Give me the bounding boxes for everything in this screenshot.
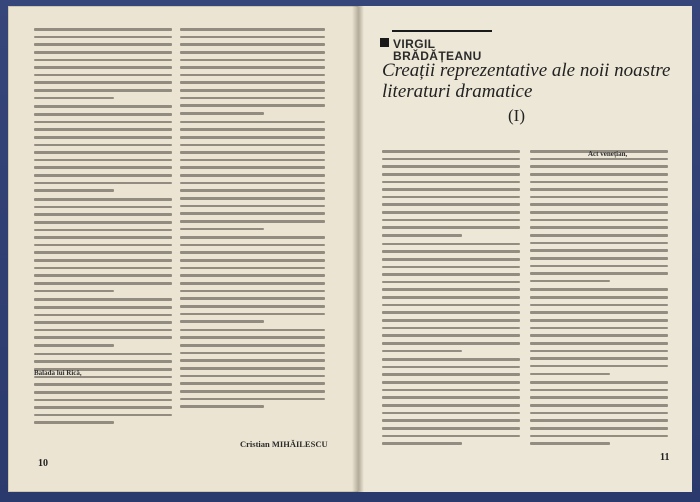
text-line: [34, 59, 172, 62]
text-line: [180, 104, 325, 107]
page-gutter: [352, 6, 364, 492]
text-line: [34, 267, 172, 270]
text-line: [34, 51, 172, 54]
text-line: [530, 319, 668, 322]
text-line: [180, 220, 325, 223]
text-line: [530, 442, 610, 445]
text-line: [180, 405, 264, 408]
text-line: [382, 381, 520, 384]
text-line: [180, 274, 325, 277]
text-line: [530, 234, 668, 237]
text-line: [180, 336, 325, 339]
text-line: [382, 358, 520, 361]
text-line: [180, 121, 325, 124]
text-line: [180, 367, 325, 370]
text-line: [530, 357, 668, 360]
text-line: [180, 43, 325, 46]
text-line: [34, 290, 114, 293]
text-line: [530, 350, 668, 353]
text-line: [382, 219, 520, 222]
text-line: [382, 304, 520, 307]
text-line: [180, 228, 264, 231]
text-line: [530, 188, 668, 191]
text-line: [180, 128, 325, 131]
text-line: [530, 280, 610, 283]
text-line: [34, 182, 172, 185]
text-line: [530, 389, 668, 392]
text-line: [530, 288, 668, 291]
text-line: [180, 382, 325, 385]
text-line: [530, 249, 668, 252]
text-line: [34, 159, 172, 162]
text-line: [382, 266, 520, 269]
text-line: [180, 36, 325, 39]
text-line: [530, 404, 668, 407]
text-line: [180, 259, 325, 262]
text-line: [180, 244, 325, 247]
text-line: [180, 359, 325, 362]
text-line: [180, 66, 325, 69]
author-signature: Cristian MIHĂILESCU: [240, 439, 328, 449]
text-line: [34, 151, 172, 154]
text-line: [530, 158, 668, 161]
text-line: [382, 211, 520, 214]
text-line: [180, 212, 325, 215]
text-line: [382, 226, 520, 229]
text-line: [382, 150, 520, 153]
text-line: [34, 298, 172, 301]
text-line: [530, 257, 668, 260]
text-line: [530, 211, 668, 214]
text-line: [34, 344, 114, 347]
text-line: [34, 274, 172, 277]
text-line: [382, 319, 520, 322]
text-line: [34, 166, 172, 169]
text-line: [382, 188, 520, 191]
text-line: [382, 173, 520, 176]
text-line: [382, 427, 520, 430]
text-line: [382, 234, 462, 237]
text-line: [382, 327, 520, 330]
text-line: [382, 165, 520, 168]
text-line: [180, 305, 325, 308]
text-line: [34, 306, 172, 309]
text-line: [382, 203, 520, 206]
text-line: [34, 89, 172, 92]
text-line: [180, 329, 325, 332]
text-line: [34, 113, 172, 116]
text-line: [180, 398, 325, 401]
text-line: [180, 166, 325, 169]
text-line: [34, 97, 114, 100]
text-line: [34, 329, 172, 332]
text-line: [180, 182, 325, 185]
text-line: [180, 136, 325, 139]
text-line: [382, 350, 462, 353]
text-line: [34, 399, 172, 402]
text-line: [180, 89, 325, 92]
text-line: [530, 296, 668, 299]
text-line: [382, 181, 520, 184]
text-line: [180, 174, 325, 177]
text-line: [180, 320, 264, 323]
text-line: [180, 197, 325, 200]
text-line: [530, 327, 668, 330]
text-line: [382, 442, 462, 445]
text-line: [530, 419, 668, 422]
inline-heading-balada: Balada lui Rică,: [34, 369, 82, 377]
text-line: [34, 74, 172, 77]
text-line: [382, 288, 520, 291]
text-line: [180, 81, 325, 84]
text-line: [34, 221, 172, 224]
text-line: [382, 243, 520, 246]
text-line: [34, 259, 172, 262]
text-line: [180, 159, 325, 162]
left-page-column-2: [180, 28, 325, 413]
text-line: [382, 342, 520, 345]
text-line: [530, 342, 668, 345]
text-line: [382, 419, 520, 422]
text-line: [34, 360, 172, 363]
text-line: [530, 203, 668, 206]
text-line: [34, 383, 172, 386]
text-line: [34, 391, 172, 394]
text-line: [530, 165, 668, 168]
text-line: [34, 314, 172, 317]
text-line: [180, 74, 325, 77]
text-line: [34, 66, 172, 69]
text-line: [180, 297, 325, 300]
text-line: [34, 81, 172, 84]
text-line: [530, 304, 668, 307]
text-line: [34, 206, 172, 209]
text-line: [530, 272, 668, 275]
text-line: [34, 414, 172, 417]
text-line: [382, 435, 520, 438]
text-line: [530, 396, 668, 399]
text-line: [382, 366, 520, 369]
text-line: [34, 198, 172, 201]
square-bullet-icon: [380, 38, 389, 47]
text-line: [382, 373, 520, 376]
section-number: (I): [508, 106, 525, 125]
text-line: [530, 435, 668, 438]
text-line: [530, 265, 668, 268]
right-page-column-1: [382, 150, 520, 450]
text-line: [180, 205, 325, 208]
text-line: [530, 373, 610, 376]
text-line: [180, 151, 325, 154]
text-line: [180, 352, 325, 355]
text-line: [382, 273, 520, 276]
text-line: [180, 97, 325, 100]
text-line: [180, 28, 325, 31]
text-line: [382, 296, 520, 299]
text-line: [530, 365, 668, 368]
text-line: [382, 196, 520, 199]
author-last-name: BRĂDĂȚEANU: [393, 49, 482, 63]
text-line: [34, 251, 172, 254]
text-line: [382, 389, 520, 392]
author-first-name: VIRGIL: [393, 37, 436, 51]
article-title: Creații reprezentative ale noii noastre literaturi dramatice: [382, 60, 671, 102]
page-number-left: 10: [38, 458, 48, 469]
text-line: [530, 311, 668, 314]
text-line: [530, 181, 668, 184]
text-line: [34, 321, 172, 324]
text-line: [180, 313, 325, 316]
text-line: [180, 344, 325, 347]
text-line: [34, 244, 172, 247]
text-line: [530, 173, 668, 176]
text-line: [530, 242, 668, 245]
text-line: [34, 282, 172, 285]
text-line: [382, 334, 520, 337]
text-line: [34, 121, 172, 124]
text-line: [180, 189, 325, 192]
text-line: [34, 36, 172, 39]
text-line: [382, 396, 520, 399]
text-line: [382, 258, 520, 261]
text-line: [34, 43, 172, 46]
text-line: [34, 128, 172, 131]
text-line: [180, 51, 325, 54]
text-line: [34, 136, 172, 139]
text-line: [180, 375, 325, 378]
header-rule: [392, 30, 492, 32]
text-line: [34, 229, 172, 232]
text-line: [34, 189, 114, 192]
text-line: [180, 267, 325, 270]
text-line: [180, 236, 325, 239]
text-line: [180, 390, 325, 393]
text-line: [34, 105, 172, 108]
text-line: [34, 353, 172, 356]
text-line: [180, 112, 264, 115]
right-page-column-2: [530, 150, 668, 450]
text-line: [34, 421, 114, 424]
text-line: [382, 412, 520, 415]
text-line: [34, 406, 172, 409]
text-line: [530, 381, 668, 384]
inline-heading-act-venetian: Act venețian,: [588, 150, 628, 158]
text-line: [382, 281, 520, 284]
text-line: [530, 196, 668, 199]
text-line: [382, 158, 520, 161]
text-line: [530, 412, 668, 415]
text-line: [34, 144, 172, 147]
text-line: [180, 144, 325, 147]
text-line: [530, 427, 668, 430]
text-line: [530, 226, 668, 229]
text-line: [34, 236, 172, 239]
text-line: [530, 334, 668, 337]
text-line: [180, 290, 325, 293]
page-number-right: 11: [660, 452, 670, 463]
text-line: [34, 336, 172, 339]
text-line: [382, 404, 520, 407]
text-line: [382, 311, 520, 314]
text-line: [530, 219, 668, 222]
text-line: [180, 251, 325, 254]
text-line: [180, 59, 325, 62]
text-line: [34, 213, 172, 216]
text-line: [34, 28, 172, 31]
text-line: [180, 282, 325, 285]
text-line: [382, 250, 520, 253]
text-line: [34, 174, 172, 177]
